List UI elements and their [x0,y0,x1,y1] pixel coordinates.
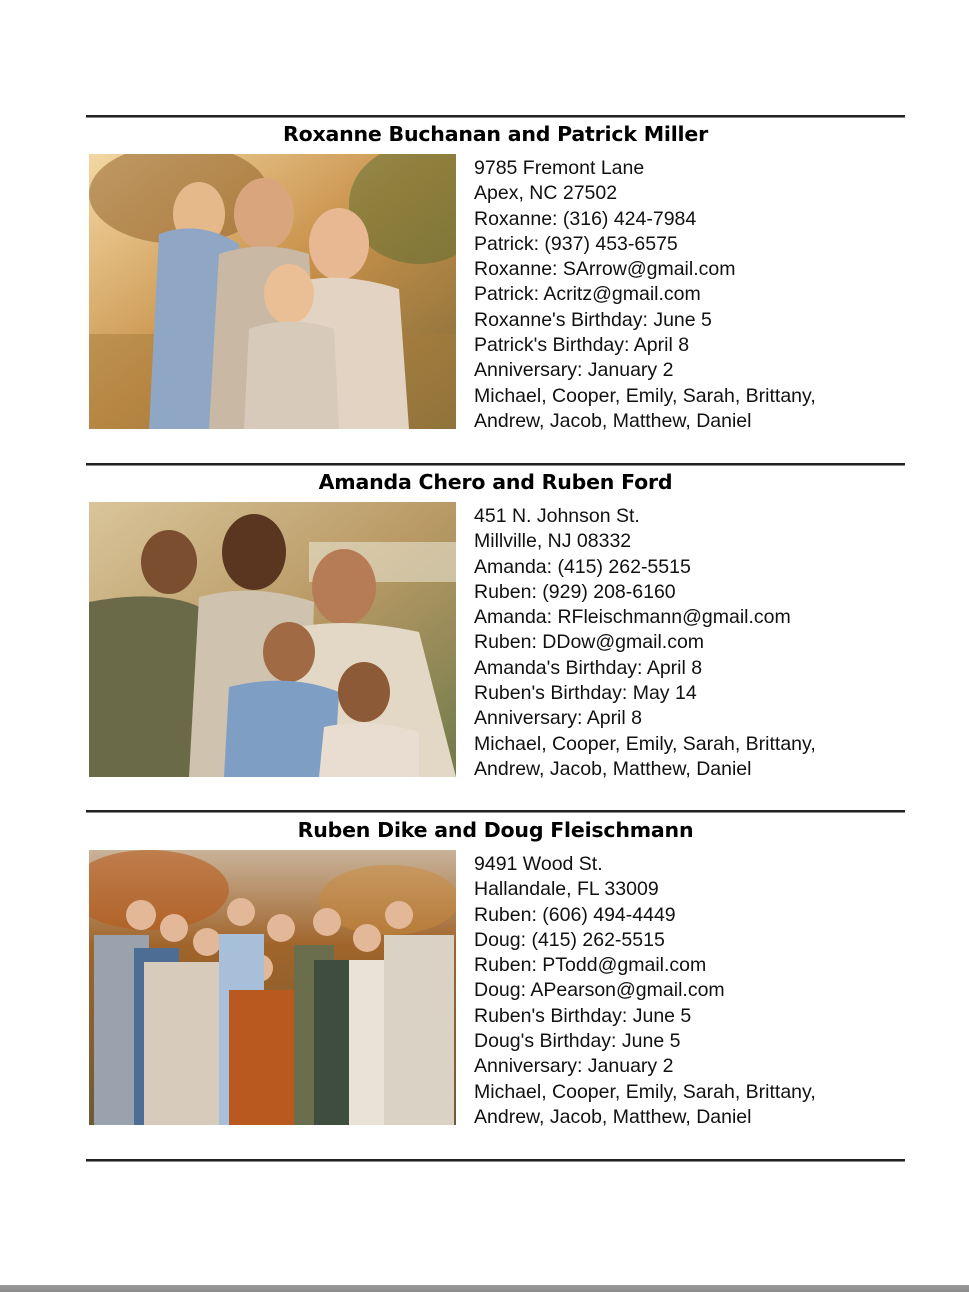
email-1: Amanda: RFleischmann@gmail.com [474,606,791,629]
entry-details [474,156,816,434]
email-2: Ruben: DDow@gmail.com [474,631,705,654]
phone-1: Roxanne: (316) 424-7984 [474,207,697,230]
city-state-zip: Millville, NJ 08332 [474,530,632,553]
children-line-1: Michael, Cooper, Emily, Sarah, Brittany, [474,1080,816,1103]
birthday-1: Ruben's Birthday: June 5 [474,1004,692,1027]
birthday-1: Amanda's Birthday: April 8 [474,656,703,679]
anniversary: Anniversary: April 8 [474,707,642,730]
divider-rule [86,463,905,465]
entry-title: Roxanne Buchanan and Patrick Miller [282,122,708,146]
children-line-1: Michael, Cooper, Emily, Sarah, Brittany, [474,732,816,755]
entry-title: Ruben Dike and Doug Fleischmann [297,818,694,842]
phone-1: Ruben: (606) 494-4449 [474,903,676,926]
birthday-2: Doug's Birthday: June 5 [474,1030,681,1053]
family-photo [89,502,456,777]
phone-2: Doug: (415) 262-5515 [474,928,665,951]
family-photo [89,850,456,1125]
family-photo-image [89,502,456,777]
children-line-1: Michael, Cooper, Emily, Sarah, Brittany, [474,384,816,407]
entry-title: Amanda Chero and Ruben Ford [318,470,673,494]
entry-details [474,852,816,1130]
email-2: Doug: APearson@gmail.com [474,979,725,1002]
email-1: Roxanne: SArrow@gmail.com [474,258,736,281]
family-photo-image [89,154,456,429]
phone-2: Ruben: (929) 208-6160 [474,580,676,603]
birthday-2: Ruben's Birthday: May 14 [474,682,697,705]
city-state-zip: Apex, NC 27502 [474,182,618,205]
phone-1: Amanda: (415) 262-5515 [474,555,691,578]
family-entry [86,816,905,1136]
children-line-2: Andrew, Jacob, Matthew, Daniel [474,409,752,432]
children-line-2: Andrew, Jacob, Matthew, Daniel [474,1105,752,1128]
family-photo-image [89,850,456,1125]
address-line: 9491 Wood St. [474,853,603,875]
family-photo [89,154,456,429]
address-line: 9785 Fremont Lane [474,157,645,179]
family-entry [86,120,905,440]
city-state-zip: Hallandale, FL 33009 [474,878,659,901]
divider-rule [86,1159,905,1161]
divider-rule [86,115,905,117]
children-line-2: Andrew, Jacob, Matthew, Daniel [474,757,752,780]
email-1: Ruben: PTodd@gmail.com [474,954,707,977]
anniversary: Anniversary: January 2 [474,1055,674,1078]
address-line: 451 N. Johnson St. [474,505,640,527]
birthday-1: Roxanne's Birthday: June 5 [474,308,712,331]
entry-details [474,504,816,782]
page-bottom-edge [0,1285,969,1292]
phone-2: Patrick: (937) 453-6575 [474,232,678,255]
divider-rule [86,810,905,812]
birthday-2: Patrick's Birthday: April 8 [474,334,690,357]
anniversary: Anniversary: January 2 [474,359,674,382]
family-entry [86,468,905,788]
email-2: Patrick: Acritz@gmail.com [474,283,701,306]
